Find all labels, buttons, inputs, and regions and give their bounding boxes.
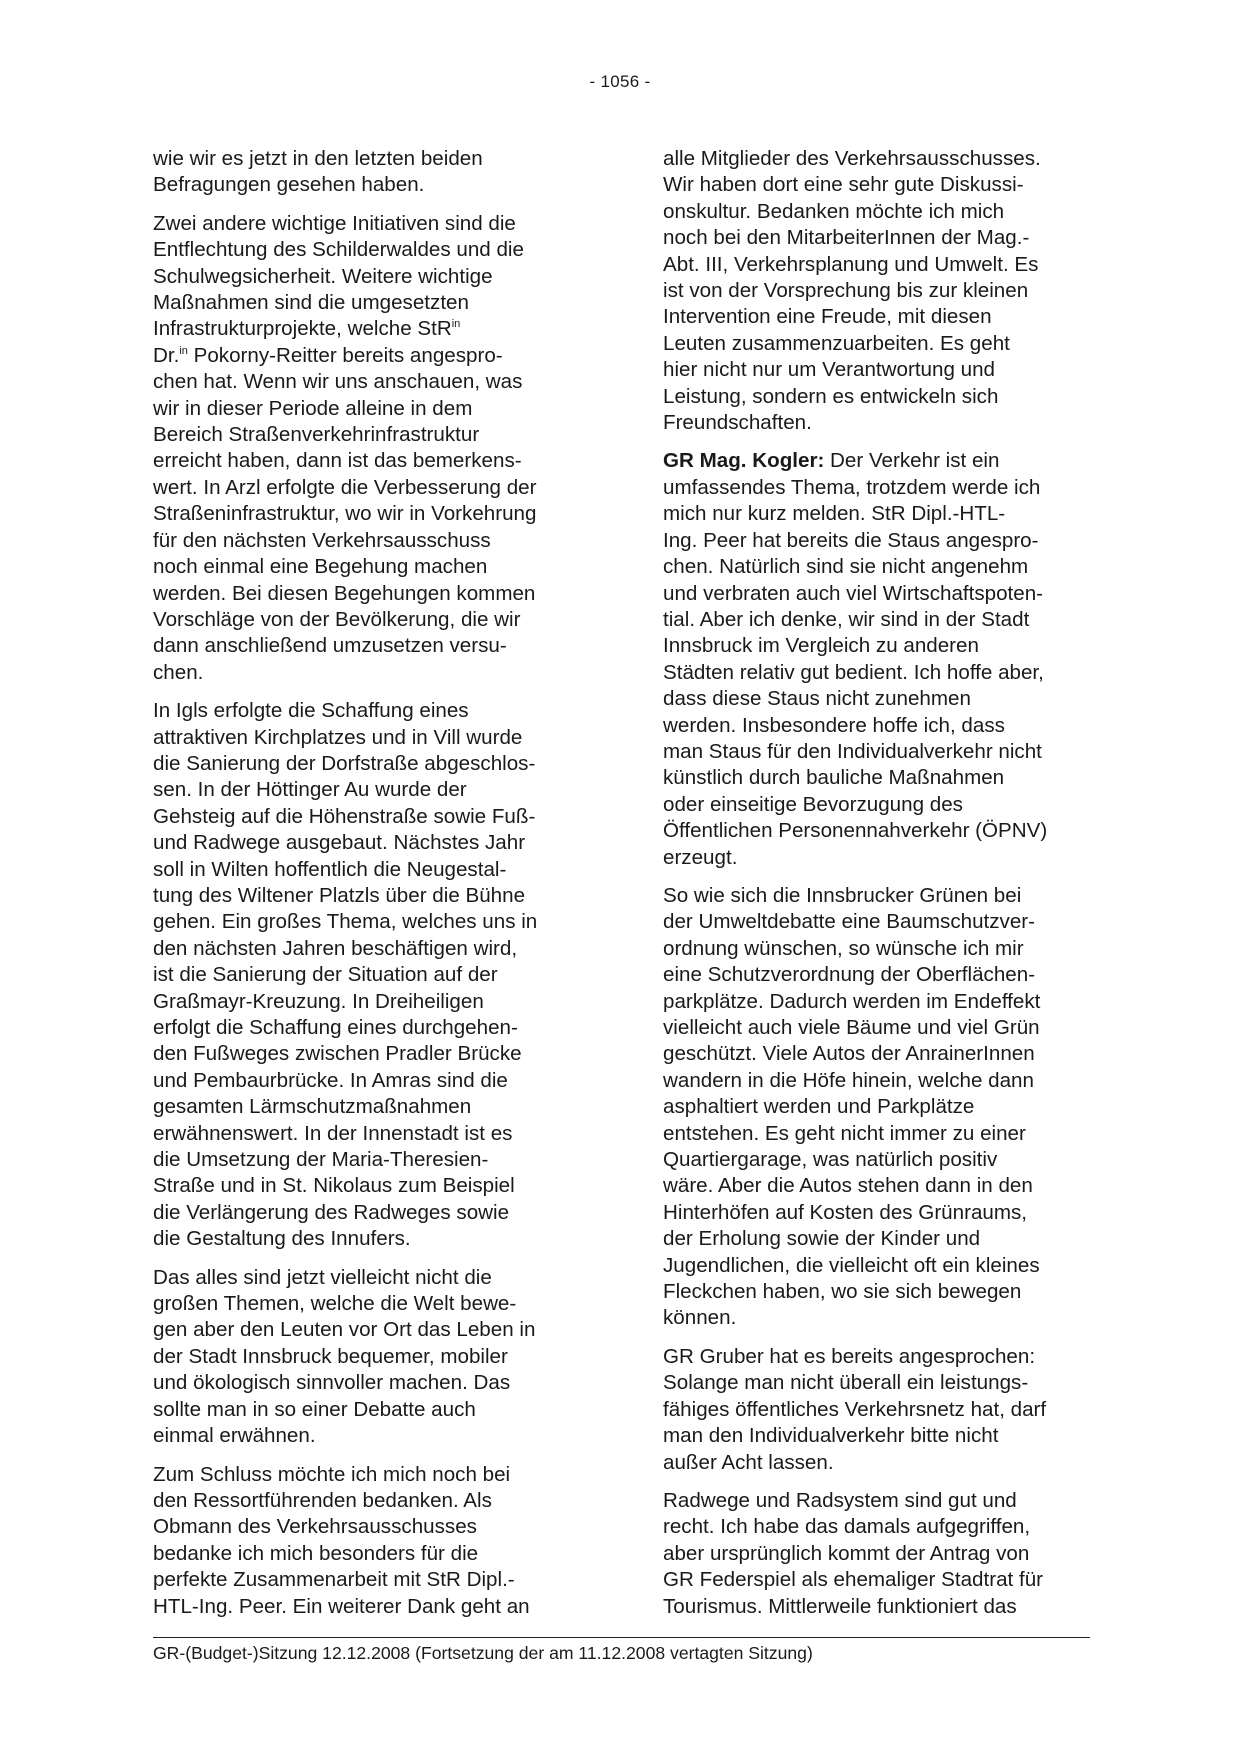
text-line: Straße und in St. Nikolaus zum Beispiel (153, 1174, 515, 1198)
text-line: sen. In der Höttinger Au wurde der (153, 778, 467, 802)
text-line: entstehen. Es geht nicht immer zu einer (663, 1121, 1026, 1145)
text-line: und Radwege ausgebaut. Nächstes Jahr (153, 831, 526, 855)
text-line: Hinterhöfen auf Kosten des Grünraums, (663, 1200, 1028, 1224)
text-line: die Umsetzung der Maria-Theresien- (153, 1148, 489, 1172)
text-line: Maßnahmen sind die umgesetzten (153, 291, 469, 315)
text-line: Gehsteig auf die Höhenstraße sowie Fuß- (153, 804, 536, 828)
paragraph (663, 1344, 1093, 1476)
text-line: fähiges öffentliches Verkehrsnetz hat, darf (663, 1397, 1047, 1421)
text-line: erwähnenswert. In der Innenstadt ist es (153, 1121, 513, 1145)
text-line: und verbraten auch viel Wirtschaftspoten- (663, 581, 1044, 605)
text-line: Zum Schluss möchte ich mich noch bei (153, 1462, 511, 1486)
text-fragment: Infrastrukturprojekte, welche StR (153, 317, 452, 341)
text-line: asphaltiert werden und Parkplätze (663, 1095, 975, 1119)
text-line: eine Schutzverordnung der Oberflächen- (663, 963, 1036, 987)
text-line: wir in dieser Periode alleine in dem (153, 396, 473, 420)
text-line: Solange man nicht überall ein leistungs- (663, 1371, 1029, 1395)
text-line: wert. In Arzl erfolgte die Verbesserung der (153, 475, 537, 499)
text-line: die Sanierung der Dorfstraße abgeschlos- (153, 751, 536, 775)
paragraph (153, 211, 583, 686)
text-line (153, 343, 583, 369)
text-line: Wir haben dort eine sehr gute Diskussi- (663, 173, 1024, 197)
text-line: tial. Aber ich denke, wir sind in der Stadt (663, 607, 1030, 631)
text-line: erzeugt. (663, 845, 738, 869)
text-line: man den Individualverkehr bitte nicht (663, 1424, 999, 1448)
text-line: dass diese Staus nicht zunehmen (663, 687, 971, 711)
text-line: Bereich Straßenverkehrinfrastruktur (153, 423, 480, 447)
text-line: GR Gruber hat es bereits angesprochen: (663, 1344, 1036, 1368)
text-line: ordnung wünschen, so wünsche ich mir (663, 936, 1024, 960)
text-line: gesamten Lärmschutzmaßnahmen (153, 1095, 472, 1119)
text-line: wäre. Aber die Autos stehen dann in den (663, 1174, 1033, 1198)
text-fragment: Der Verkehr ist ein (824, 449, 1000, 473)
text-line: gen aber den Leuten vor Ort das Leben in (153, 1318, 536, 1342)
text-line: Jugendlichen, die vielleicht oft ein kleines (663, 1253, 1040, 1277)
text-line: Vorschläge von der Bevölkerung, die wir (153, 607, 521, 631)
paragraph (663, 448, 1093, 871)
text-line: onskultur. Bedanken möchte ich mich (663, 199, 1005, 223)
text-line: großen Themen, welche die Welt bewe- (153, 1292, 517, 1316)
superscript: in (179, 344, 188, 357)
text-line: recht. Ich habe das damals aufgegriffen, (663, 1515, 1031, 1539)
text-line: chen. Natürlich sind sie nicht angenehm (663, 555, 1029, 579)
text-line: Fleckchen haben, wo sie sich bewegen (663, 1280, 1022, 1304)
text-line: Quartiergarage, was natürlich positiv (663, 1148, 998, 1172)
text-line: So wie sich die Innsbrucker Grünen bei (663, 883, 1022, 907)
page-number: - 1056 - (589, 72, 651, 91)
text-line: Zwei andere wichtige Initiativen sind die (153, 211, 516, 235)
text-line: noch einmal eine Begehung machen (153, 555, 488, 579)
text-line: die Gestaltung des Innufers. (153, 1227, 411, 1251)
text-line: wie wir es jetzt in den letzten beiden (153, 147, 483, 170)
text-line: hier nicht nur um Verantwortung und (663, 358, 995, 382)
text-line: aber ursprünglich kommt der Antrag von (663, 1541, 1030, 1565)
text-line: für den nächsten Verkehrsausschuss (153, 528, 491, 552)
text-line: den nächsten Jahren beschäftigen wird, (153, 936, 518, 960)
footer-text: GR-(Budget-)Sitzung 12.12.2008 (Fortsetzung der am 11.12.2008 vertagten Sitzung) (153, 1643, 813, 1663)
text-line: umfassendes Thema, trotzdem werde ich (663, 475, 1041, 499)
text-line: und ökologisch sinnvoller machen. Das (153, 1371, 511, 1395)
text-line: einmal erwähnen. (153, 1424, 316, 1448)
paragraph (153, 1265, 583, 1450)
text-line: künstlich durch bauliche Maßnahmen (663, 766, 1005, 790)
text-line (153, 316, 583, 342)
text-line: dann anschließend umzusetzen versu- (153, 634, 507, 658)
text-line: Straßeninfrastruktur, wo wir in Vorkehrung (153, 502, 537, 526)
text-fragment: Pokorny-Reitter bereits angespro- (187, 343, 503, 367)
text-line: In Igls erfolgte die Schaffung eines (153, 699, 469, 723)
text-line: Das alles sind jetzt vielleicht nicht die (153, 1265, 492, 1289)
text-line: chen hat. Wenn wir uns anschauen, was (153, 370, 523, 394)
text-line: Ing. Peer hat bereits die Staus angespro- (663, 528, 1039, 552)
text-line (663, 448, 1093, 474)
text-line: ist von der Vorsprechung bis zur kleinen (663, 279, 1029, 303)
text-line: werden. Bei diesen Begehungen kommen (153, 581, 536, 605)
text-line: attraktiven Kirchplatzes und in Vill wurde (153, 725, 523, 749)
text-line: sollte man in so einer Debatte auch (153, 1397, 476, 1421)
text-line: GR Federspiel als ehemaliger Stadtrat für (663, 1568, 1044, 1592)
text-line: ist die Sanierung der Situation auf der (153, 963, 498, 987)
text-line: der Umweltdebatte eine Baumschutzver- (663, 910, 1036, 934)
paragraph (663, 883, 1093, 1332)
text-line: außer Acht lassen. (663, 1450, 834, 1474)
paragraph (153, 1462, 583, 1620)
left-column (153, 146, 583, 1632)
text-line: Intervention eine Freude, mit diesen (663, 305, 992, 329)
text-line: die Verlängerung des Radweges sowie (153, 1200, 510, 1224)
text-line: Öffentlichen Personennahverkehr (ÖPNV) (663, 819, 1048, 843)
text-fragment: Dr. (153, 343, 180, 367)
text-line: parkplätze. Dadurch werden im Endeffekt (663, 989, 1041, 1013)
text-line: den Ressortführenden bedanken. Als (153, 1488, 492, 1512)
footer-divider (153, 1637, 1090, 1638)
text-line: Freundschaften. (663, 411, 812, 435)
text-line: Schulwegsicherheit. Weitere wichtige (153, 264, 493, 288)
text-line: HTL-Ing. Peer. Ein weiterer Dank geht an (153, 1594, 530, 1618)
text-line: oder einseitige Bevorzugung des (663, 792, 963, 816)
text-line: Abt. III, Verkehrsplanung und Umwelt. Es (663, 252, 1039, 276)
text-line: können. (663, 1306, 737, 1330)
text-line: man Staus für den Individualverkehr nicht (663, 739, 1042, 763)
text-line: gehen. Ein großes Thema, welches uns in (153, 910, 538, 934)
text-line: Städten relativ gut bedient. Ich hoffe aber, (663, 660, 1044, 684)
text-line: perfekte Zusammenarbeit mit StR Dipl.- (153, 1568, 515, 1592)
text-line: tung des Wiltener Platzls über die Bühne (153, 883, 526, 907)
text-line: vielleicht auch viele Bäume und viel Grün (663, 1016, 1040, 1039)
text-line: bedanke ich mich besonders für die (153, 1541, 479, 1565)
text-line: Entflechtung des Schilderwaldes und die (153, 238, 524, 262)
speaker-name: GR Mag. Kogler: (663, 449, 825, 473)
text-line: Obmann des Verkehrsausschusses (153, 1515, 477, 1539)
text-line: den Fußweges zwischen Pradler Brücke (153, 1042, 522, 1066)
text-line: noch bei den MitarbeiterInnen der Mag.- (663, 226, 1030, 250)
text-line: geschützt. Viele Autos der AnrainerInnen (663, 1042, 1035, 1066)
superscript: in (451, 318, 461, 331)
text-line: werden. Insbesondere hoffe ich, dass (663, 713, 1005, 737)
text-line: Graßmayr-Kreuzung. In Dreiheiligen (153, 989, 484, 1013)
text-line: erreicht haben, dann ist das bemerkens- (153, 449, 522, 473)
text-line: der Stadt Innsbruck bequemer, mobiler (153, 1344, 508, 1368)
text-line: chen. (153, 660, 204, 684)
text-line: mich nur kurz melden. StR Dipl.-HTL- (663, 502, 1006, 526)
text-line: soll in Wilten hoffentlich die Neugestal- (153, 857, 507, 881)
text-line: alle Mitglieder des Verkehrsausschusses. (663, 147, 1041, 170)
text-line: Leistung, sondern es entwickeln sich (663, 384, 999, 408)
text-line: Befragungen gesehen haben. (153, 173, 425, 197)
right-column (663, 146, 1093, 1632)
paragraph (153, 698, 583, 1253)
text-line: Innsbruck im Vergleich zu anderen (663, 634, 979, 658)
text-line: wandern in die Höfe hinein, welche dann (663, 1068, 1034, 1092)
text-line: und Pembaurbrücke. In Amras sind die (153, 1068, 508, 1092)
text-line: erfolgt die Schaffung eines durchgehen- (153, 1016, 518, 1039)
paragraph (663, 1488, 1093, 1620)
text-line: Leuten zusammenzuarbeiten. Es geht (663, 331, 1010, 355)
paragraph (663, 146, 1093, 436)
text-line: Radwege und Radsystem sind gut und (663, 1488, 1017, 1512)
paragraph (153, 146, 583, 199)
text-line: Tourismus. Mittlerweile funktioniert das (663, 1594, 1017, 1618)
text-line: der Erholung sowie der Kinder und (663, 1227, 981, 1251)
